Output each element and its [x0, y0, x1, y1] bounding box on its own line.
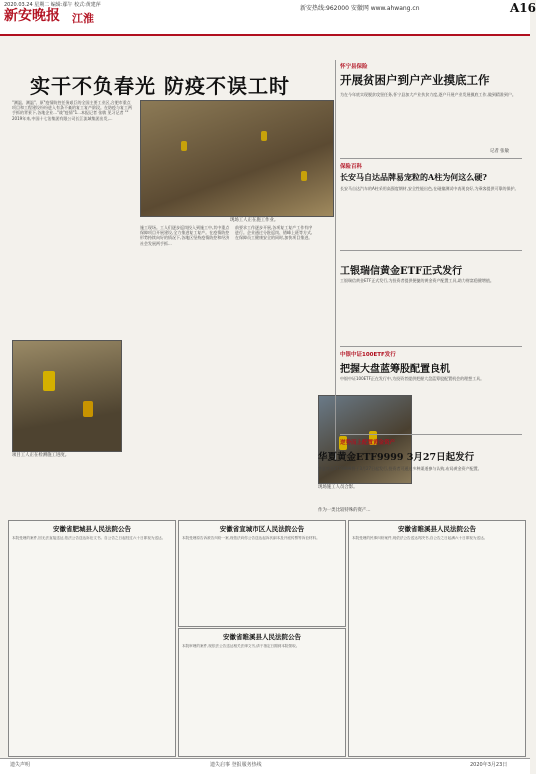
- divider-2: [340, 250, 522, 251]
- footer-mid: 遗失启事 登报服务热线: [210, 762, 262, 768]
- lead-column-2: 施工现场。工人们逐步返岗投入到施工中,其中重点保障项目开展建设,全力推进复工复产。在疫情防控形势持续向好的情况下,各地区坚持疫情防控和经济社会发展两手抓...: [140, 225, 230, 246]
- divider-4: [340, 434, 522, 435]
- article-body-1: 为在今年底实现脱贫攻坚任务,怀宁县加大产业扶贫力度,逐户开展产业发展摸底工作,做到精准到户。: [340, 92, 516, 97]
- legal-notice-4: [348, 520, 526, 757]
- column-divider: [335, 60, 336, 460]
- photo1-caption: 现场工人正在施工作业。: [230, 218, 279, 223]
- kicker-2: 保险百科: [340, 164, 363, 170]
- notice-body: 本院受理的案件,因无法直接送达,依法公告送达诉讼文书。自公告之日起经过六十日即视为送达。: [12, 536, 166, 540]
- notice-body: 本院审理的案件,现依法公告送达相关法律文书,请于指定日期到本院领取。: [182, 644, 300, 648]
- lead-photo-1: [140, 100, 334, 217]
- lead-column-3: 前要求工作逐步开展,各项复工复产工作有序进行。企业通过分批返岗、错峰上班等方式,在保障员工健康安全的同时,加快项目推进。: [235, 225, 313, 241]
- article-body-4: 中银中证100ETF正在发行中,为投资者提供把握大盘蓝筹股配置机会的理想工具。: [340, 376, 485, 381]
- article-body-2: 长安马自达汽车的A柱采用高强度钢材,安全性能出色,在碰撞测试中表现良好,为乘客提供可靠的保护。: [340, 186, 519, 191]
- issue-meta: 2020.03.24 星期二 编辑:鄢午 校式:黄建萍: [4, 2, 101, 8]
- notice-title: 安徽省肥城县人民法院公告: [53, 525, 131, 533]
- notice-title: 安徽省睢溪县人民法院公告: [398, 525, 476, 533]
- legal-notice-3: [178, 628, 346, 757]
- lead-headline: 实干不负春光 防疫不误工时: [30, 74, 290, 98]
- footer-right: 2020年3月23日: [470, 762, 508, 768]
- notice-title: 安徽省睢溪县人民法院公告: [223, 633, 301, 641]
- legal-notice-2: [178, 520, 346, 627]
- article-author-5: 作为一类比较特殊的资产...: [318, 508, 371, 513]
- newspaper-logo: 新安晚报: [4, 8, 60, 24]
- article-author-1: 记者 张敏: [490, 149, 509, 154]
- article-body-3: 工银瑞信黄金ETF正式发行,为投资者提供便捷的黄金资产配置工具,助力财富稳健增值。: [340, 278, 494, 283]
- article-headline-3: 工银瑞信黄金ETF正式发行: [340, 266, 463, 277]
- page-number: A16: [510, 1, 536, 15]
- divider-3: [340, 346, 522, 347]
- article-headline-5: 华夏黄金ETF9999 3月27日起发行: [318, 452, 475, 463]
- article-body-5: 华夏黄金ETF9999将于3月27日起发行,投资者可通过多种渠道参与认购,布局黄金资产配置。: [318, 466, 482, 471]
- notice-body: 本院受理原告诉被告纠纷一案,现依法向你公告送达起诉状副本及开庭传票等诉讼材料。: [182, 536, 320, 540]
- kicker-1: 怀宁县保险: [340, 64, 368, 70]
- photo3-caption: 现场施工人员合影。: [318, 485, 358, 490]
- footer-left: 遗失声明: [10, 762, 31, 768]
- masthead-bar: [0, 0, 536, 36]
- lead-column-1: "测温、测温"、原"疫情防控任务艰巨的全国主要工业区,合肥市重点项目和工程建设纷纷进入有条不紊的复工复产阶段。在防疫与复工两手抓的背景下,各地企业..."战"疫情"1...本报记者 张敏 见习记者 "" 2019年来,中国十七治集团有限公司长江流域集团出发,...: [12, 100, 132, 121]
- photo2-caption: 项目工人正在检测施工进度。: [12, 453, 70, 458]
- legal-notice-1: [8, 520, 176, 757]
- article-headline-2: 长安马自达品牌易宠粒的A柱为何这么硬?: [340, 172, 487, 182]
- kicker-5: 逆势而上配置黄金资产: [340, 440, 396, 446]
- notice-body: 本院受理的民事纠纷案件,现依法公告送达判决书,自公告之日起满六十日即视为送达。: [352, 536, 488, 540]
- hotline-meta: 新安热线:962000 安徽网 www.ahwang.cn: [300, 5, 420, 12]
- article-headline-1: 开展贫困户到户产业摸底工作: [340, 73, 490, 87]
- footer-bar: [0, 758, 530, 774]
- kicker-4: 中银中证100ETF发行: [340, 352, 396, 358]
- section-name: 江淮: [72, 12, 94, 25]
- article-headline-4: 把握大盘蓝筹股配置良机: [340, 364, 450, 375]
- divider-1: [340, 158, 522, 159]
- notice-title: 安徽省宣城市区人民法院公告: [219, 525, 305, 533]
- lead-photo-2: [12, 340, 122, 452]
